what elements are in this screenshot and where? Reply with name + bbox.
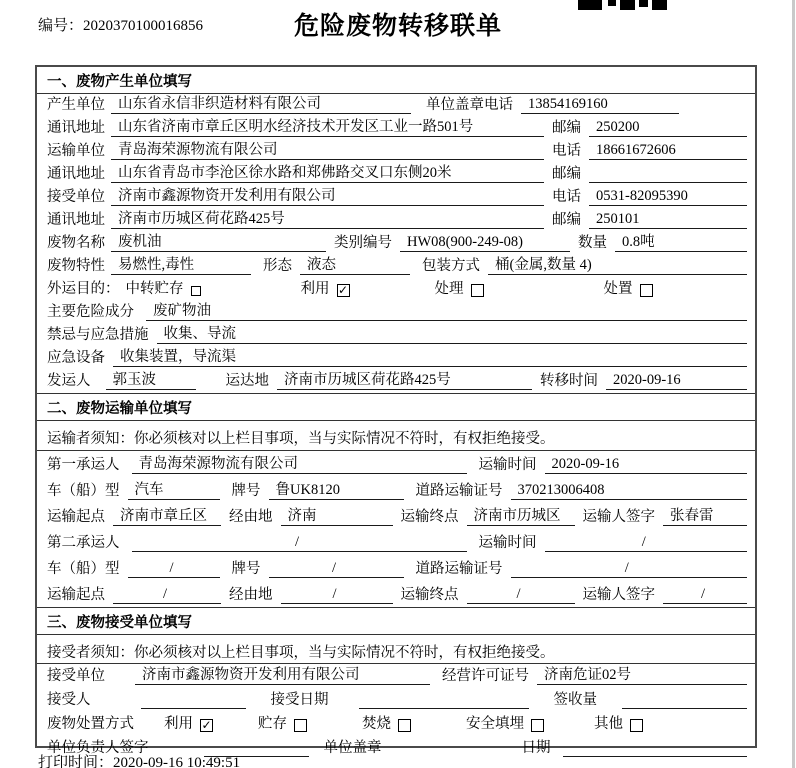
- shipper-row: [37, 370, 755, 393]
- disposal-landfill-label: 安全填埋: [466, 716, 524, 732]
- via-label: 经由地: [229, 509, 273, 525]
- qr-code-fragment: [578, 0, 668, 11]
- transporter-row: [37, 140, 755, 163]
- producer-label: 产生单位: [47, 97, 105, 113]
- disposal-utilize-option: [164, 712, 213, 733]
- vehicle-type2-row: [37, 555, 755, 581]
- disposal-storage-option: [258, 712, 307, 733]
- accept-person-label: 接受人: [47, 692, 91, 708]
- plate-number-field: 鲁UK8120: [269, 478, 404, 500]
- purpose-transfer-storage-label: 中转贮存: [125, 281, 184, 297]
- receiver-phone-field: 0531-82095390: [589, 188, 747, 206]
- disposal-method-row: [37, 712, 755, 736]
- transfer-time-field: 2020-09-16: [606, 372, 747, 390]
- accept-person-field: [141, 692, 246, 709]
- print-time-value: 2020-09-16 10:49:51: [113, 755, 241, 768]
- section1-header: 一、废物产生单位填写: [37, 67, 755, 94]
- transport-time-field: 2020-09-16: [545, 456, 748, 474]
- checkbox-unchecked-icon: [191, 286, 201, 296]
- waste-name-label: 废物名称: [47, 235, 105, 251]
- receiver-address-field: 济南市历城区荷花路425号: [111, 207, 544, 229]
- transport-end-label: 运输终点: [400, 509, 459, 525]
- vehicle-type-row: [37, 477, 755, 503]
- receiver-notice: 接受者须知：你必须核对以上栏目事项，当与实际情况不符时，有权拒绝接受。: [37, 635, 755, 664]
- first-carrier-field: 青岛海荣源物流有限公司: [132, 452, 467, 474]
- hazard-component-row: [37, 301, 755, 324]
- via-field: 济南: [281, 504, 393, 526]
- accept-unit-field: 济南市鑫源物资开发利用有限公司: [135, 663, 430, 685]
- producer-row: [37, 94, 755, 117]
- producer-phone-field: 13854169160: [521, 96, 679, 114]
- transport-time2-field: /: [545, 534, 748, 552]
- form-state-label: 形态: [263, 258, 292, 274]
- vehicle-type2-label: 车（船）型: [47, 561, 120, 577]
- receiver-phone-label: 电话: [552, 189, 581, 205]
- hazard-component-label: 主要危险成分: [47, 304, 134, 320]
- transport-time-label: 运输时间: [478, 457, 537, 473]
- waste-property-label: 废物特性: [47, 258, 105, 274]
- section3-header: 三、废物接受单位填写: [37, 607, 755, 635]
- disposal-utilize-label: 利用: [164, 716, 193, 732]
- purpose-utilize-option: [301, 277, 350, 298]
- quantity-label: 数量: [578, 235, 607, 251]
- receiver-label: 接受单位: [47, 189, 105, 205]
- signed-quantity-label: 签收量: [553, 692, 597, 708]
- transport-origin-label: 运输起点: [47, 509, 105, 525]
- packaging-field: 桶(金属,数量 4): [488, 253, 747, 275]
- purpose-dispose-label: 处置: [603, 281, 633, 297]
- checkbox-unchecked-icon: [294, 719, 307, 732]
- receiver-address-row: [37, 209, 755, 232]
- hazard-component-field: 废矿物油: [146, 299, 747, 321]
- purpose-treat-label: 处理: [434, 281, 464, 297]
- vehicle-type2-field: /: [128, 560, 220, 578]
- plate-number2-label: 牌号: [231, 561, 261, 577]
- page-edge-line: [792, 0, 795, 768]
- emergency-measures-row: [37, 324, 755, 347]
- waste-name-row: [37, 232, 755, 255]
- category-code-label: 类别编号: [334, 235, 392, 251]
- accept-date-label: 接受日期: [270, 692, 329, 708]
- page-title: 危险废物转移联单: [293, 13, 502, 40]
- emergency-measures-label: 禁忌与应急措施: [47, 327, 149, 343]
- purpose-treat-option: [435, 277, 484, 298]
- destination-label: 运达地: [225, 373, 269, 389]
- print-time: [38, 751, 240, 768]
- transport-end-field: 济南市历城区: [467, 504, 575, 526]
- print-time-label: 打印时间：: [38, 755, 114, 768]
- checkbox-checked-icon: ✓: [337, 283, 349, 297]
- transport-end2-label: 运输终点: [400, 587, 459, 603]
- doc-number-label: 编号：: [38, 18, 84, 34]
- transport-origin2-field: /: [113, 586, 221, 604]
- transporter-phone-label: 电话: [552, 143, 581, 159]
- transporter-zip-label: 邮编: [552, 166, 581, 182]
- shipper-field: 郭玉波: [106, 368, 196, 390]
- producer-phone-label: 电话: [484, 97, 513, 113]
- date-field: [563, 740, 748, 757]
- transporter-address-field: 山东省青岛市李沧区徐水路和郑佛路交叉口东侧20米: [111, 161, 544, 183]
- vehicle-type-label: 车（船）型: [47, 483, 120, 499]
- accept-person-row: [37, 688, 755, 712]
- receiver-zip-field: 250101: [589, 211, 747, 229]
- responsible-sign-label: 单位负责人签字: [47, 740, 149, 756]
- category-code-field: HW08(900-249-08): [400, 234, 570, 252]
- receiver-name-field: 济南市鑫源物资开发利用有限公司: [111, 184, 544, 206]
- route1-row: [37, 503, 755, 529]
- doc-number-value: 2020370100016856: [83, 18, 204, 34]
- transport-origin2-label: 运输起点: [47, 587, 105, 603]
- second-carrier-field: /: [132, 534, 467, 552]
- outbound-purpose-label: 外运目的：: [47, 281, 120, 297]
- emergency-equipment-row: [37, 347, 755, 370]
- license-number-field: 济南危证02号: [537, 663, 747, 685]
- first-carrier-label: 第一承运人: [47, 457, 120, 473]
- transporter-sign-label: 运输人签字: [582, 509, 655, 525]
- emergency-equipment-field: 收集装置，导流渠: [113, 345, 747, 367]
- second-carrier-label: 第二承运人: [47, 535, 120, 551]
- section2-header: 二、废物运输单位填写: [37, 393, 755, 421]
- road-permit2-field: /: [511, 560, 748, 578]
- purpose-utilize-label: 利用: [300, 281, 330, 297]
- plate-number-label: 牌号: [231, 483, 261, 499]
- emergency-measures-field: 收集、导流: [157, 322, 748, 344]
- checkbox-unchecked-icon: [398, 719, 411, 732]
- receiver-address-label: 通讯地址: [47, 212, 105, 228]
- disposal-landfill-option: [466, 712, 544, 733]
- transporter-label: 运输单位: [47, 143, 105, 159]
- checkbox-unchecked-icon: [531, 719, 544, 732]
- packaging-label: 包装方式: [422, 258, 480, 274]
- disposal-other-label: 其他: [594, 716, 623, 732]
- producer-zip-field: 250200: [589, 119, 747, 137]
- checkbox-unchecked-icon: [471, 284, 484, 297]
- license-number-label: 经营许可证号: [442, 668, 529, 684]
- purpose-transfer-storage-option: [126, 277, 201, 298]
- producer-address-field: 山东省济南市章丘区明水经济技术开发区工业一路501号: [111, 115, 544, 137]
- form-state-field: 液态: [300, 253, 410, 275]
- transfer-time-label: 转移时间: [540, 373, 598, 389]
- unit-seal-label: 单位盖章: [426, 97, 484, 113]
- vehicle-type-field: 汽车: [128, 478, 220, 500]
- transporter-address-label: 通讯地址: [47, 166, 105, 182]
- transporter-phone-field: 18661672606: [589, 142, 747, 160]
- quantity-field: 0.8吨: [615, 230, 747, 252]
- accept-unit-label: 接受单位: [47, 668, 105, 684]
- receiver-row: [37, 186, 755, 209]
- disposal-incinerate-label: 焚烧: [362, 716, 391, 732]
- waste-property-field: 易燃性,毒性: [111, 253, 251, 275]
- disposal-storage-label: 贮存: [258, 716, 287, 732]
- road-permit-field: 370213006408: [511, 482, 748, 500]
- checkbox-unchecked-icon: [630, 719, 643, 732]
- transporter-sign-field: 张春雷: [663, 504, 747, 526]
- disposal-method-label: 废物处置方式: [47, 716, 134, 732]
- transport-end2-field: /: [467, 586, 575, 604]
- emergency-equipment-label: 应急设备: [47, 350, 105, 366]
- form-table: [35, 65, 757, 756]
- waste-name-field: 废机油: [111, 230, 326, 252]
- unit-seal2-label: 单位盖章: [323, 740, 382, 756]
- producer-address-row: [37, 117, 755, 140]
- receiver-zip-label: 邮编: [552, 212, 581, 228]
- disposal-incinerate-option: [362, 712, 411, 733]
- first-carrier-row: [37, 451, 755, 477]
- plate-number2-field: /: [269, 560, 404, 578]
- transporter-sign2-field: /: [663, 586, 747, 604]
- producer-address-label: 通讯地址: [47, 120, 105, 136]
- date-label: 日期: [521, 740, 551, 756]
- waste-property-row: [37, 255, 755, 278]
- producer-zip-label: 邮编: [552, 120, 581, 136]
- checkbox-checked-icon: ✓: [201, 718, 212, 732]
- accept-date-field: [359, 692, 529, 709]
- checkbox-unchecked-icon: [640, 284, 653, 297]
- disposal-other-option: [594, 712, 643, 733]
- accept-unit-row: [37, 664, 755, 688]
- road-permit2-label: 道路运输证号: [415, 561, 503, 577]
- shipper-label: 发运人: [47, 373, 91, 389]
- via2-label: 经由地: [229, 587, 273, 603]
- transporter-address-row: [37, 163, 755, 186]
- via2-field: /: [281, 586, 393, 604]
- outbound-purpose-row: [37, 278, 755, 301]
- transporter-name-field: 青岛海荣源物流有限公司: [111, 138, 544, 160]
- second-carrier-row: [37, 529, 755, 555]
- transport-origin-field: 济南市章丘区: [113, 504, 221, 526]
- destination-field: 济南市历城区荷花路425号: [277, 368, 532, 390]
- producer-name-field: 山东省永信非织造材料有限公司: [111, 92, 411, 114]
- road-permit-label: 道路运输证号: [415, 483, 503, 499]
- route2-row: [37, 581, 755, 607]
- transporter-sign2-label: 运输人签字: [582, 587, 655, 603]
- signed-quantity-field: [622, 692, 747, 709]
- purpose-dispose-option: [604, 277, 653, 298]
- transporter-zip-field: [589, 166, 747, 183]
- transporter-notice: 运输者须知：你必须核对以上栏目事项，当与实际情况不符时，有权拒绝接受。: [37, 421, 755, 451]
- transport-time2-label: 运输时间: [478, 535, 537, 551]
